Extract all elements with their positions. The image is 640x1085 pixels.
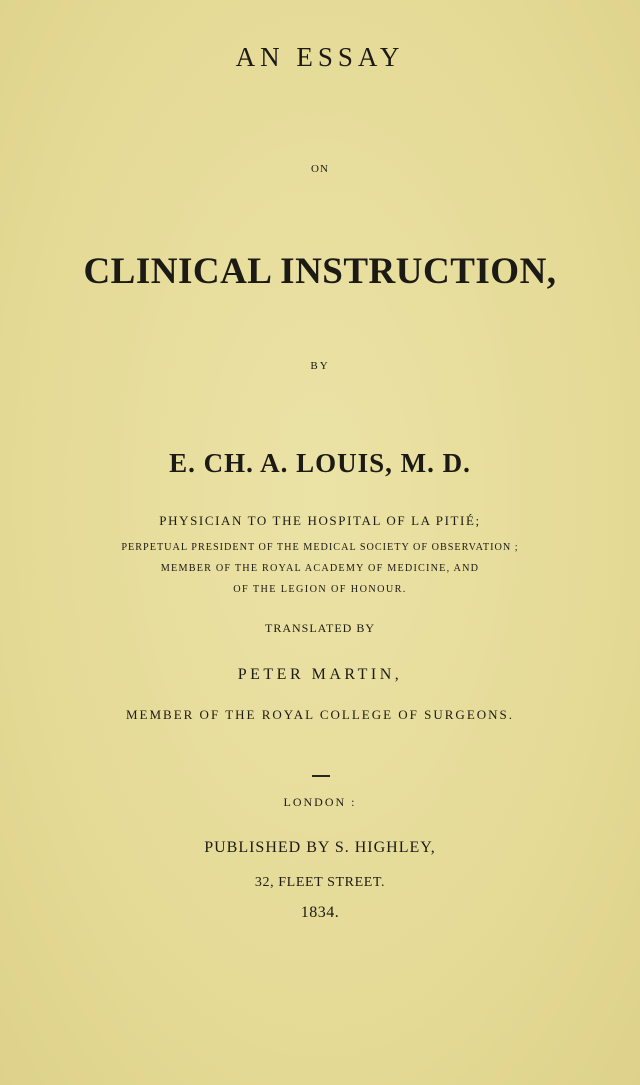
subject-title: CLINICAL INSTRUCTION, — [83, 251, 557, 292]
publisher: PUBLISHED BY S. HIGHLEY, — [204, 839, 436, 856]
author-credential-3: MEMBER OF THE ROYAL ACADEMY OF MEDICINE, AND — [160, 563, 480, 574]
divider-rule — [312, 775, 330, 777]
translator-name: PETER MARTIN, — [237, 666, 403, 683]
publisher-address: 32, FLEET STREET. — [254, 875, 386, 890]
on-word: ON — [311, 163, 329, 175]
publication-year: 1834. — [300, 904, 340, 921]
translator-credential: MEMBER OF THE ROYAL COLLEGE OF SURGEONS. — [125, 707, 515, 722]
author-name: E. CH. A. LOUIS, M. D. — [169, 448, 471, 478]
author-credential-2: PERPETUAL PRESIDENT OF THE MEDICAL SOCIETY OF OBSERVATION ; — [121, 542, 519, 553]
essay-title: AN ESSAY — [235, 42, 405, 72]
author-credential-1: PHYSICIAN TO THE HOSPITAL OF LA PITIÉ; — [159, 513, 481, 528]
by-word: BY — [310, 360, 330, 372]
publication-place: LONDON : — [283, 795, 357, 809]
author-credential-4: OF THE LEGION OF HONOUR. — [233, 584, 407, 595]
translated-by-label: TRANSLATED BY — [264, 621, 375, 635]
